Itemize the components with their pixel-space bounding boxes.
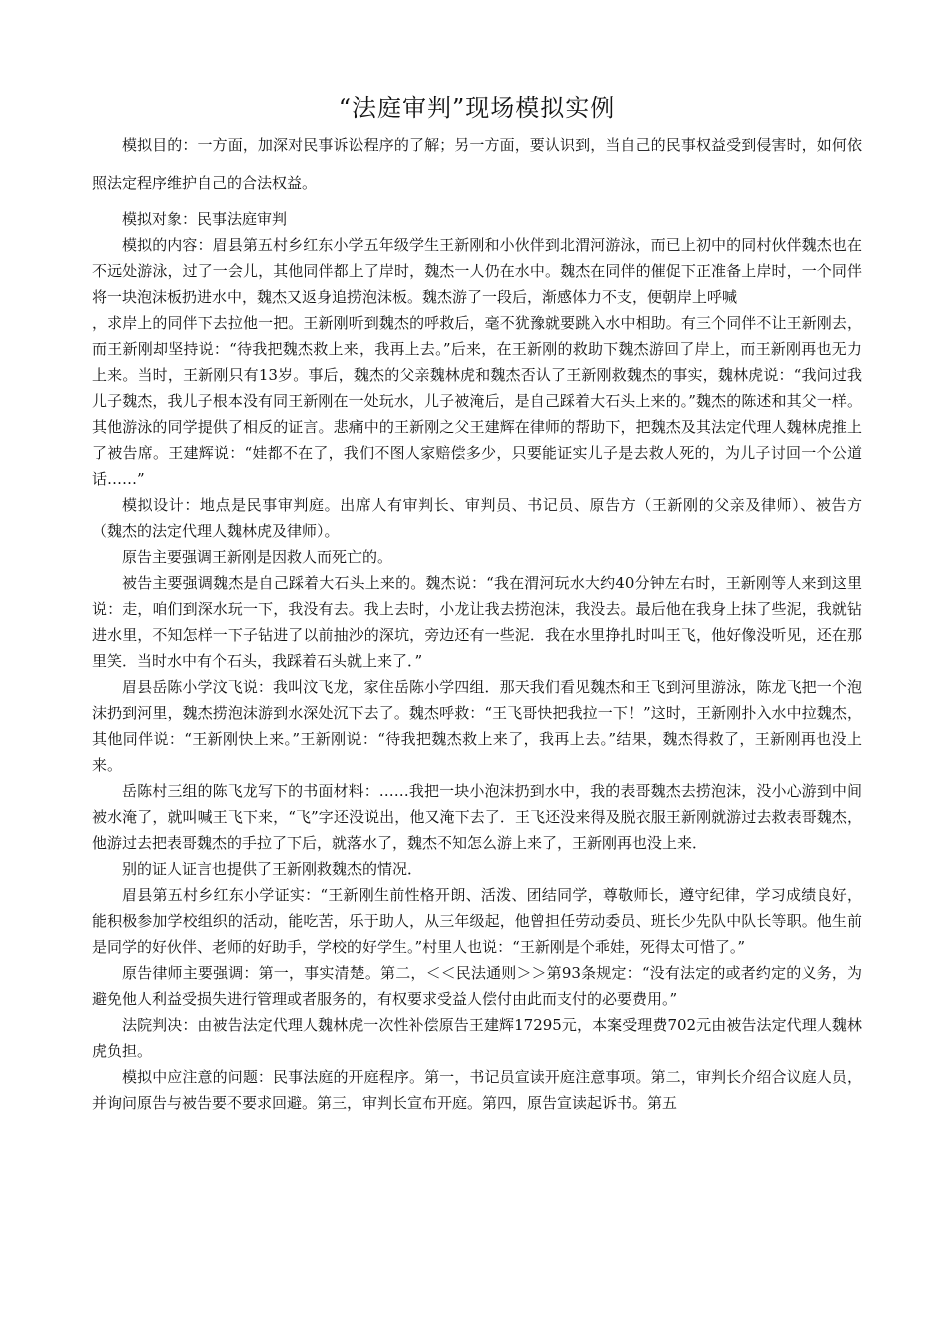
paragraph-plaintiff-emphasis: 原告主要强调王新刚是因救人而死亡的。 (122, 548, 393, 566)
paragraph-design: 模拟设计：地点是民事审判庭。出席人有审判长、审判员、书记员、原告方（王新刚的父亲及律师）、被告方（魏杰的法定代理人魏林虎及律师）。 (92, 496, 862, 540)
document-page (92, 92, 862, 1116)
paragraph-other-witnesses: 别的证人证言也提供了王新刚救魏杰的情况． (122, 860, 423, 878)
paragraph-content: 模拟的内容：眉县第五村乡红东小学五年级学生王新刚和小伙伴到北渭河游泳，而已上初中的同村伙伴魏杰也在不远处游泳，过了一会儿，其他同伴都上了岸时，魏杰一人仍在水中。魏杰在同伴的催促下正准备上岸时，一个同伴将一块泡沫板扔进水中，魏杰又返身追捞泡沫板。魏杰游了一段后，渐感体力不支，便朝岸上呼喊 (92, 236, 862, 306)
paragraph-purpose: 模拟目的：一方面，加深对民事诉讼程序的了解；另一方面，要认识到，当自己的民事权益受到侵害时，如何依照法定程序维护自己的合法权益。 (92, 136, 862, 192)
paragraph-school-testimony: 眉县第五村乡红东小学证实：“王新刚生前性格开朗、活泼、团结同学，尊敬师长，遵守纪律，学习成绩良好，能积极参加学校组织的活动，能吃苦，乐于助人，从三年级起，他曾担任劳动委员、班长少先队中队长等职。他生前是同学的好伙伴、老师的好助手，学校的好学生。”村里人也说：“王新刚是个乖娃，死得太可惜了。” (92, 886, 862, 956)
paragraph-lawyer-emphasis: 原告律师主要强调：第一，事实清楚。第二，＜＜民法通则＞＞第93条规定：“没有法定的或者约定的义务，为避免他人利益受损失进行管理或者服务的，有权要求受益人偿付由此而支付的必要费用。” (92, 964, 862, 1008)
document-title: “法庭审判”现场模拟实例 (338, 94, 616, 122)
paragraph-written-material: 岳陈村三组的陈飞龙写下的书面材料：……我把一块小泡沫扔到水中，我的表哥魏杰去捞泡沫，没小心游到中间被水淹了，就叫喊王飞下来，“飞”字还没说出，他又淹下去了．王飞还没来得及脱衣服王新刚就游过去救表哥魏杰，他游过去把表哥魏杰的手拉了下后，就落水了，魏杰不知怎么游上来了，王新刚再也没上来． (92, 782, 862, 852)
paragraph-content-continued: ，求岸上的同伴下去拉他一把。王新刚听到魏杰的呼救后，毫不犹豫就要跳入水中相助。有三个同伴不让王新刚去，而王新刚却坚持说：“待我把魏杰救上来，我再上去。”后来，在王新刚的救助下魏杰游回了岸上，而王新刚再也无力上来。当时，王新刚只有13岁。事后，魏杰的父亲魏林虎和魏杰否认了王新刚救魏杰的事实，魏林虎说：“我问过我儿子魏杰，我儿子根本没有同王新刚在一处玩水，儿子被淹后，是自己踩着大石头上来的。”魏杰的陈述和其父一样。其他游泳的同学提供了相反的证言。悲痛中的王新刚之父王建辉在律师的帮助下，把魏杰及其法定代理人魏林虎推上了被告席。王建辉说：“娃都不在了，我们不图人家赔偿多少，只要能证实儿子是去救人死的，为儿子讨回一个公道话……” (92, 314, 862, 488)
paragraph-witness-wenfei: 眉县岳陈小学汶飞说：我叫汶飞龙，家住岳陈小学四组．那天我们看见魏杰和王飞到河里游泳，陈龙飞把一个泡沫扔到河里，魏杰捞泡沫游到水深处沉下去了。魏杰呼救：“王飞哥快把我拉一下！”这时，王新刚扑入水中拉魏杰，其他同伴说：“王新刚快上来。”王新刚说：“待我把魏杰救上来了，我再上去。”结果，魏杰得救了，王新刚再也没上来。 (92, 678, 862, 774)
paragraph-court-ruling: 法院判决：由被告法定代理人魏林虎一次性补偿原告王建辉17295元，本案受理费702元由被告法定代理人魏林虎负担。 (92, 1016, 862, 1060)
paragraph-notes: 模拟中应注意的问题：民事法庭的开庭程序。第一，书记员宣读开庭注意事项。第二，审判长介绍合议庭人员，并询问原告与被告要不要求回避。第三，审判长宣布开庭。第四，原告宣读起诉书。第五 (92, 1068, 862, 1112)
paragraph-object: 模拟对象：民事法庭审判 (122, 210, 288, 228)
paragraph-defendant-emphasis: 被告主要强调魏杰是自己踩着大石头上来的。魏杰说：“我在渭河玩水大约40分钟左右时，王新刚等人来到这里说：走，咱们到深水玩一下，我没有去。我上去时，小龙让我去捞泡沫，我没去。最后他在我身上抹了些泥，我就钻进水里，不知怎样一下子钻进了以前抽沙的深坑，旁边还有一些泥．我在水里挣扎时叫王飞，他好像没听见，还在那里笑．当时水中有个石头，我踩着石头就上来了．” (92, 574, 862, 670)
